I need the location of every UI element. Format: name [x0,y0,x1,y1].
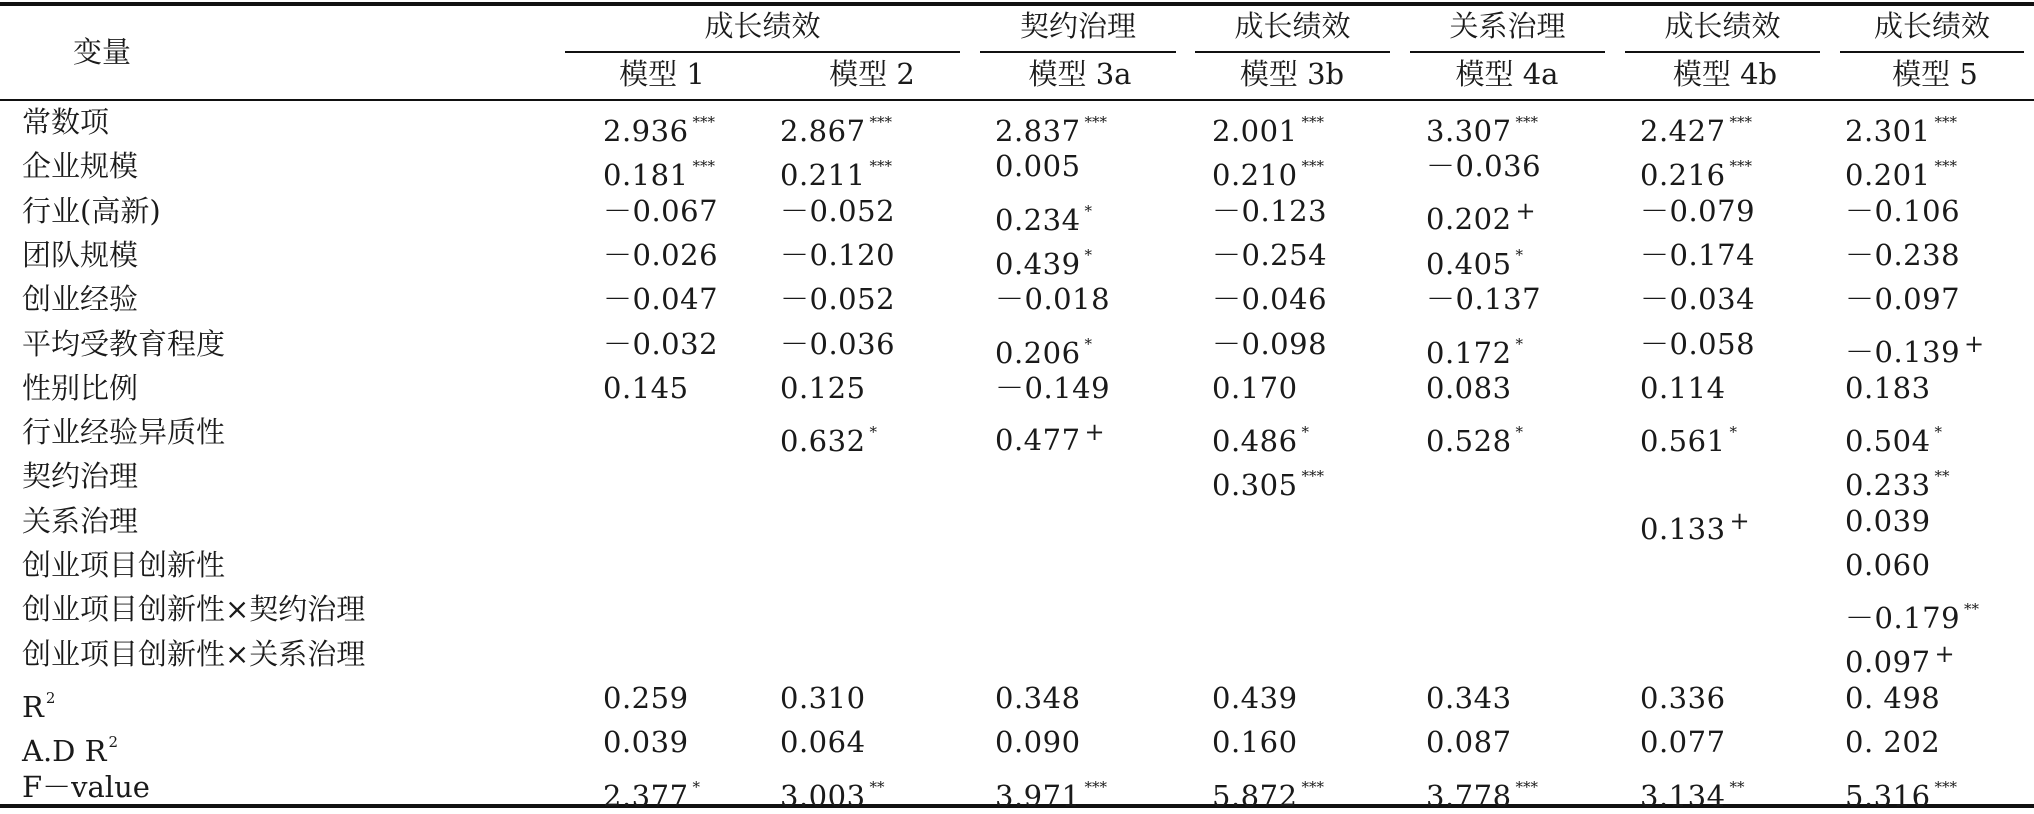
coefficient-value: 0.305 [1212,468,1298,503]
table-top-rule [0,2,2034,6]
group-underline [1410,51,1605,53]
coefficient-value: －0.174 [1640,237,1756,272]
significance-marker: * [1515,334,1524,353]
significance-marker: + [1729,506,1750,535]
coefficient-value: 0.125 [780,370,866,405]
coefficient-value: －0.067 [603,193,719,228]
coefficient-value: 0.133 [1640,511,1726,546]
model-header: 模型 3b [1239,57,1345,91]
table-cell [1426,414,1523,459]
table-cell [1640,769,1745,814]
significance-marker: *** [692,113,716,131]
group-underline [980,51,1176,53]
coefficient-value: 2.427 [1640,114,1726,148]
model-header: 模型 4b [1672,57,1778,91]
coefficient-value: 0.216 [1640,158,1726,193]
coefficient-value: 0.039 [603,725,689,760]
coefficient-value: 2.301 [1845,114,1931,148]
significance-marker: + [1515,196,1536,225]
table-cell [1212,193,1327,229]
row-label-text: 创业经验 [22,282,139,317]
significance-marker: *** [869,113,893,131]
coefficient-value: 0.206 [995,335,1081,370]
significance-marker: + [1084,418,1105,447]
table-cell [995,237,1092,282]
coefficient-value: 0.504 [1845,424,1931,459]
table-cell [1640,326,1755,362]
table-cell [780,148,892,193]
row-label [22,104,109,140]
table-cell [603,237,718,273]
group-underline [1840,51,2024,53]
significance-marker: *** [1301,157,1325,176]
table-cell [1845,769,1957,814]
group-header: 成长绩效 [1234,9,1351,43]
table-cell [1845,370,1931,406]
table-cell [1212,148,1324,193]
table-cell [1212,414,1309,459]
significance-marker: *** [1729,157,1753,176]
table-cell [1640,503,1750,547]
coefficient-value: －0.238 [1845,237,1961,272]
table-cell [780,104,892,149]
row-label [22,503,138,539]
table-cell [1212,104,1324,149]
coefficient-value: －0.079 [1640,193,1756,228]
significance-marker: * [1301,423,1310,442]
significance-marker: * [1515,245,1524,264]
table-cell [603,724,689,760]
table-cell [1640,680,1726,716]
table-cell [1845,636,1955,680]
coefficient-value: 0.259 [603,680,689,715]
coefficient-value: 2.377 [603,778,689,813]
table-cell [1640,237,1755,273]
significance-marker: *** [692,157,716,176]
table-cell [995,281,1110,317]
row-label-text: 团队规模 [22,237,139,272]
row-label [22,326,225,362]
coefficient-value: 0.170 [1212,370,1298,405]
table-cell [1640,148,1752,193]
table-cell [1426,281,1541,317]
coefficient-value: －0.052 [780,282,896,317]
coefficient-value: 0.405 [1426,246,1512,281]
coefficient-value: －0.046 [1212,282,1328,317]
coefficient-value: 0.486 [1212,424,1298,459]
coefficient-value: 0.060 [1845,548,1931,582]
significance-marker: * [869,423,878,442]
coefficient-value: 0.211 [780,158,866,193]
coefficient-value: －0.036 [780,326,896,361]
table-cell [1845,680,1940,716]
table-cell [1640,724,1726,760]
table-cell [995,326,1092,371]
significance-marker: *** [1515,113,1539,131]
group-header: 成长绩效 [704,9,821,43]
coefficient-value: 0.477 [995,423,1081,458]
table-header-rule [0,99,2034,101]
coefficient-value: 0.172 [1426,335,1512,370]
significance-marker: + [1964,329,1985,358]
row-label-text: F－value [22,769,150,804]
significance-marker: ** [1729,777,1745,796]
coefficient-value: －0.179 [1845,601,1961,636]
significance-marker: * [1084,334,1093,353]
table-cell [1845,193,1960,229]
table-cell [1212,237,1327,273]
row-label-text: 创业项目创新性×契约治理 [22,592,366,627]
table-cell [1640,104,1752,149]
coefficient-value: 2.001 [1212,114,1298,148]
row-label-text: 关系治理 [22,503,139,538]
table-cell [995,370,1110,406]
table-cell [1640,370,1726,406]
coefficient-value: －0.018 [995,282,1111,317]
coefficient-value: 0.632 [780,424,866,459]
coefficient-value: 2.837 [995,114,1081,148]
table-cell [780,370,866,406]
coefficient-value: 0.097 [1845,644,1931,679]
table-cell [603,769,700,814]
table-cell [995,148,1081,184]
row-label-text: 创业项目创新性 [22,548,226,582]
significance-marker: *** [869,157,893,176]
significance-marker: *** [1084,113,1108,131]
significance-marker: * [1084,201,1093,220]
row-label [22,769,150,805]
table-cell [603,281,718,317]
coefficient-value: 0.181 [603,158,689,193]
table-cell [1640,414,1737,459]
significance-marker: *** [1084,777,1108,796]
significance-marker: ** [869,777,885,796]
table-cell [1212,769,1324,814]
row-label [22,193,161,229]
coefficient-value: 0.202 [1426,201,1512,236]
row-label [22,237,138,273]
model-header: 模型 1 [619,57,705,91]
table-cell [1845,414,1942,459]
row-label-text: 行业(高新) [22,193,161,228]
coefficient-value: 2.936 [603,114,689,148]
table-cell [1212,370,1298,406]
table-cell [995,769,1107,814]
table-cell [603,193,718,229]
coefficient-value: －0.137 [1426,282,1542,317]
coefficient-value: －0.058 [1640,326,1756,361]
table-cell [1426,104,1538,149]
table-cell [1845,281,1960,317]
significance-marker: *** [1934,157,1958,176]
superscript-2: 2 [108,733,119,752]
row-label-text: 平均受教育程度 [22,326,226,361]
model-header: 模型 2 [829,57,915,91]
coefficient-value: 0.114 [1640,370,1726,405]
row-label-text: 企业规模 [22,149,139,184]
table-cell [995,724,1081,760]
row-label [22,148,138,184]
table-cell [1845,458,1950,503]
significance-marker: ** [1934,467,1950,486]
table-cell [1845,326,1984,370]
group-underline [1195,51,1390,53]
table-cell [1845,237,1960,273]
table-cell [1426,326,1523,371]
coefficient-value: 0. 498 [1845,680,1941,715]
table-cell [1845,547,1931,583]
variable-header: 变量 [72,35,131,69]
table-cell [1426,237,1523,282]
group-header: 关系治理 [1449,9,1566,43]
coefficient-value: 3.307 [1426,114,1512,148]
table-cell [1212,326,1327,362]
coefficient-value: 0.064 [780,725,866,760]
table-cell [780,193,895,229]
table-cell [780,414,877,459]
table-cell [995,193,1092,238]
coefficient-value: 3.778 [1426,778,1512,813]
coefficient-value: －0.052 [780,193,896,228]
coefficient-value: 0.439 [995,246,1081,281]
significance-marker: *** [1301,777,1325,796]
significance-marker: + [1934,639,1955,668]
row-label [22,680,55,725]
significance-marker: * [1729,423,1738,442]
coefficient-value: 0.183 [1845,370,1931,405]
row-label [22,458,138,494]
row-label [22,636,365,672]
table-cell [1212,680,1298,716]
coefficient-value: 0.087 [1426,725,1512,760]
row-label-text: 常数项 [22,105,110,139]
coefficient-value: 3.003 [780,778,866,813]
table-cell [1212,724,1298,760]
table-cell [1426,370,1512,406]
table-cell [1845,591,1979,636]
table-cell [1212,281,1327,317]
coefficient-value: 0.210 [1212,158,1298,193]
coefficient-value: －0.139 [1845,334,1961,369]
coefficient-value: 0.561 [1640,424,1726,459]
row-label [22,724,118,769]
significance-marker: ** [1964,600,1980,619]
significance-marker: *** [1515,777,1539,796]
table-cell [780,680,866,716]
coefficient-value: －0.034 [1640,282,1756,317]
model-header: 模型 4a [1455,57,1559,91]
coefficient-value: 0.005 [995,149,1081,184]
coefficient-value: －0.254 [1212,237,1328,272]
coefficient-value: －0.106 [1845,193,1961,228]
row-label-text: 性别比例 [22,370,139,405]
table-cell [603,326,718,362]
superscript-2: 2 [45,688,56,707]
significance-marker: * [1934,423,1943,442]
coefficient-value: 0.233 [1845,468,1931,503]
table-cell [780,281,895,317]
significance-marker: *** [1934,113,1958,131]
table-cell [603,680,689,716]
table-cell [1426,724,1512,760]
coefficient-value: 0.039 [1845,503,1931,538]
row-label-text: 契约治理 [22,459,139,494]
model-header: 模型 5 [1892,57,1978,91]
row-label [22,591,365,627]
table-cell [1426,680,1512,716]
table-cell [1845,503,1931,539]
table-cell [1426,148,1541,184]
coefficient-value: －0.097 [1845,282,1961,317]
row-label [22,281,138,317]
coefficient-value: －0.123 [1212,193,1328,228]
significance-marker: *** [1301,467,1325,486]
coefficient-value: 0. 202 [1845,725,1941,760]
group-underline [565,51,960,53]
group-header: 成长绩效 [1873,9,1990,43]
coefficient-value: 3.971 [995,778,1081,813]
table-cell [603,104,715,149]
table-cell [1845,104,1957,149]
table-cell [995,414,1105,458]
coefficient-value: 5.316 [1845,778,1931,813]
table-cell [995,104,1107,149]
significance-marker: * [1084,245,1093,264]
group-underline [1625,51,1820,53]
row-label-text: 行业经验异质性 [22,415,226,450]
coefficient-value: 2.867 [780,114,866,148]
coefficient-value: －0.036 [1426,149,1542,184]
table-cell [1212,458,1324,503]
row-label [22,547,225,583]
table-cell [1845,148,1957,193]
coefficient-value: －0.098 [1212,326,1328,361]
coefficient-value: 0.077 [1640,725,1726,760]
row-label-text: 创业项目创新性×关系治理 [22,636,366,671]
table-cell [1640,281,1755,317]
group-header: 契约治理 [1019,9,1136,43]
row-label [22,414,225,450]
coefficient-value: 0.145 [603,370,689,405]
coefficient-value: 0.343 [1426,680,1512,715]
coefficient-value: 0.083 [1426,370,1512,405]
coefficient-value: －0.032 [603,326,719,361]
row-label [22,370,138,406]
model-header: 模型 3a [1028,57,1132,91]
coefficient-value: 0.234 [995,202,1081,237]
table-cell [1845,724,1940,760]
table-cell [1426,193,1536,237]
table-cell [603,370,689,406]
coefficient-value: 0.439 [1212,680,1298,715]
table-cell [780,237,895,273]
coefficient-value: 3.134 [1640,778,1726,813]
coefficient-value: 0.336 [1640,680,1726,715]
coefficient-value: 0.348 [995,680,1081,715]
coefficient-value: 0.528 [1426,424,1512,459]
group-header: 成长绩效 [1664,9,1781,43]
row-label-text: A.D R [22,734,107,769]
coefficient-value: 0.201 [1845,158,1931,193]
significance-marker: *** [1934,777,1958,796]
table-cell [780,769,885,814]
significance-marker: * [1515,423,1524,442]
table-cell [1640,193,1755,229]
significance-marker: *** [1301,113,1325,131]
table-cell [603,148,715,193]
coefficient-value: －0.120 [780,237,896,272]
table-cell [1426,769,1538,814]
coefficient-value: 0.090 [995,725,1081,760]
table-cell [780,326,895,362]
coefficient-value: －0.026 [603,237,719,272]
coefficient-value: 5.872 [1212,778,1298,813]
row-label-text: R [22,689,44,724]
table-cell [780,724,866,760]
significance-marker: * [692,777,701,796]
coefficient-value: －0.149 [995,370,1111,405]
significance-marker: *** [1729,113,1753,131]
coefficient-value: －0.047 [603,282,719,317]
coefficient-value: 0.310 [780,680,866,715]
table-cell [995,680,1081,716]
coefficient-value: 0.160 [1212,725,1298,760]
